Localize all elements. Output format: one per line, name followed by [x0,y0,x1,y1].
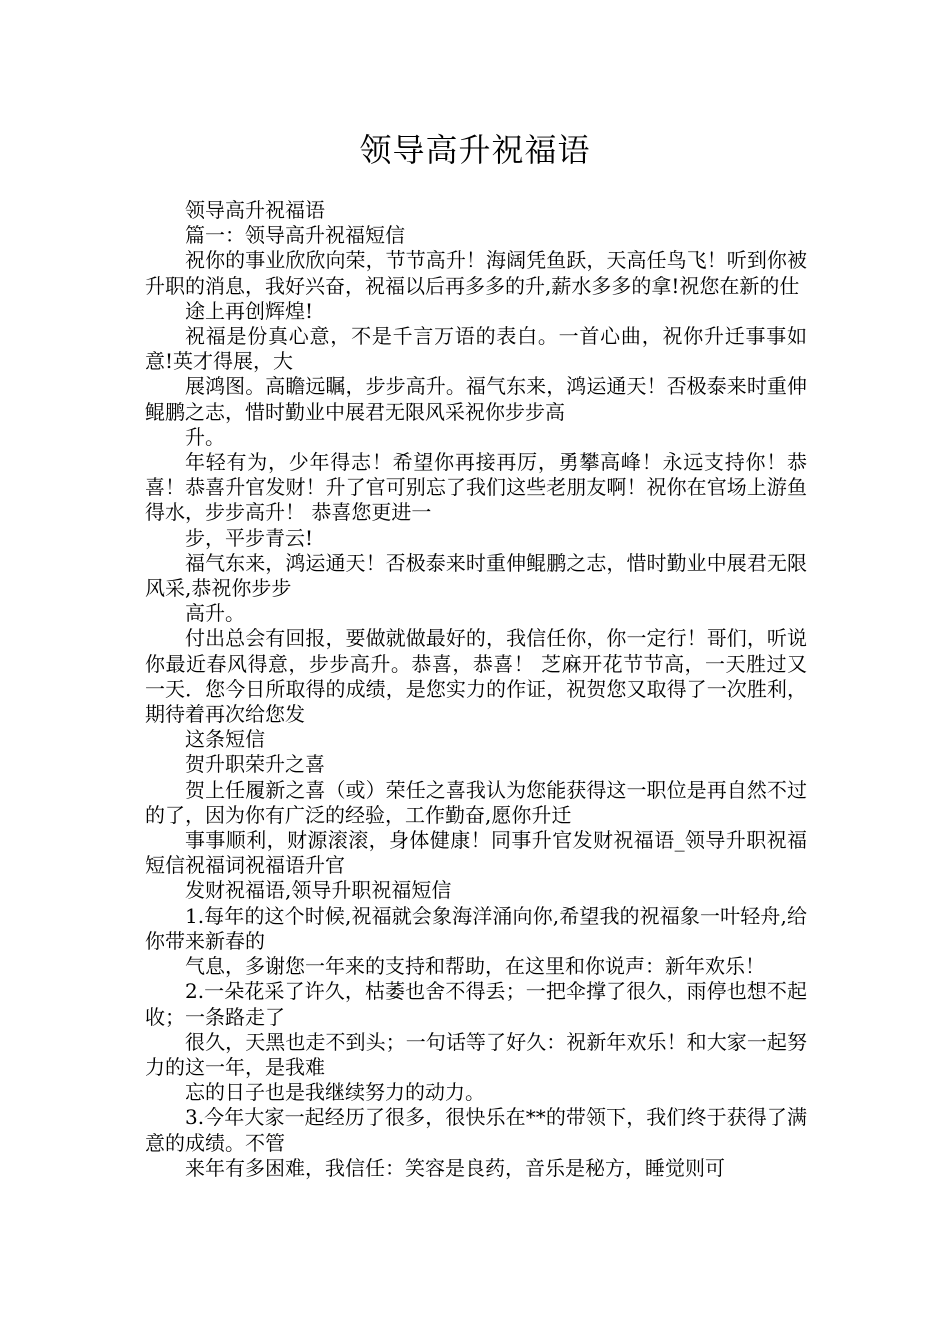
paragraph: 3.今年大家一起经历了很多，很快乐在**的带领下，我们终于获得了满意的成绩。不管 [145,1105,807,1155]
paragraph: 步，平步青云! [185,525,314,550]
paragraph: 祝你的事业欣欣向荣，节节高升！海阔凭鱼跃，天高任鸟飞！听到你被升职的消息，我好兴奋，祝福以后再多多的升,薪水多多的拿!祝您在新的仕 [145,248,807,298]
paragraph: 1.每年的这个时候,祝福就会象海洋涌向你,希望我的祝福象一叶轻舟,给你带来新春的 [145,903,807,953]
paragraph: 展鸿图。高瞻远瞩，步步高升。福气东来，鸿运通天！否极泰来时重伸鲲鹏之志，惜时勤业中展君无限风采祝你步步高 [145,374,807,424]
paragraph: 升。 [185,424,225,449]
paragraph: 途上再创辉煌! [185,298,314,323]
document-title: 领导高升祝福语 [359,131,591,169]
paragraph: 事事顺利，财源滚滚，身体健康！同事升官发财祝福语_领导升职祝福短信祝福词祝福语升官 [145,828,807,878]
paragraph: 福气东来，鸿运通天！否极泰来时重伸鲲鹏之志，惜时勤业中展君无限风采,恭祝你步步 [145,550,807,601]
paragraph: 2.一朵花采了许久，枯萎也舍不得丢；一把伞撑了很久，雨停也想不起收；一条路走了 [145,979,807,1029]
paragraph: 高升。 [185,601,245,626]
paragraph: 忘的日子也是我继续努力的动力。 [185,1080,485,1105]
paragraph: 篇一：领导高升祝福短信 [185,223,405,248]
paragraph: 来年有多困难，我信任：笑容是良药，音乐是秘方，睡觉则可 [185,1155,725,1180]
paragraph: 祝福是份真心意，不是千言万语的表白。一首心曲，祝你升迁事事如意!英才得展，大 [145,324,807,374]
paragraph: 贺上任履新之喜（或）荣任之喜我认为您能获得这一职位是再自然不过的了，因为你有广泛的经验，工作勤奋,愿你升迁 [145,777,807,827]
paragraph: 领导高升祝福语 [185,198,325,222]
paragraph: 贺升职荣升之喜 [185,752,325,777]
paragraph: 这条短信 [185,727,265,752]
paragraph: 气息，多谢您一年来的支持和帮助，在这里和你说声：新年欢乐！ [185,954,765,979]
paragraph: 付出总会有回报，要做就做最好的，我信任你，你一定行！哥们，听说你最近春风得意，步步高升。恭喜，恭喜！ 芝麻开花节节高，一天胜过又一天．您今日所取得的成绩，是您实力的作证，祝贺您又取得了一次胜利，期待着再次给您发 [145,626,807,727]
document-body [145,198,807,1181]
paragraph: 很久，天黑也走不到头；一句话等了好久：祝新年欢乐！和大家一起努力的这一年，是我难 [145,1029,807,1079]
paragraph: 年轻有为，少年得志！希望你再接再厉，勇攀高峰！永远支持你！恭喜！恭喜升官发财！升了官可别忘了我们这些老朋友啊！祝你在官场上游鱼得水，步步高升！ 恭喜您更进一 [145,450,807,525]
paragraph: 发财祝福语,领导升职祝福短信 [185,878,452,903]
